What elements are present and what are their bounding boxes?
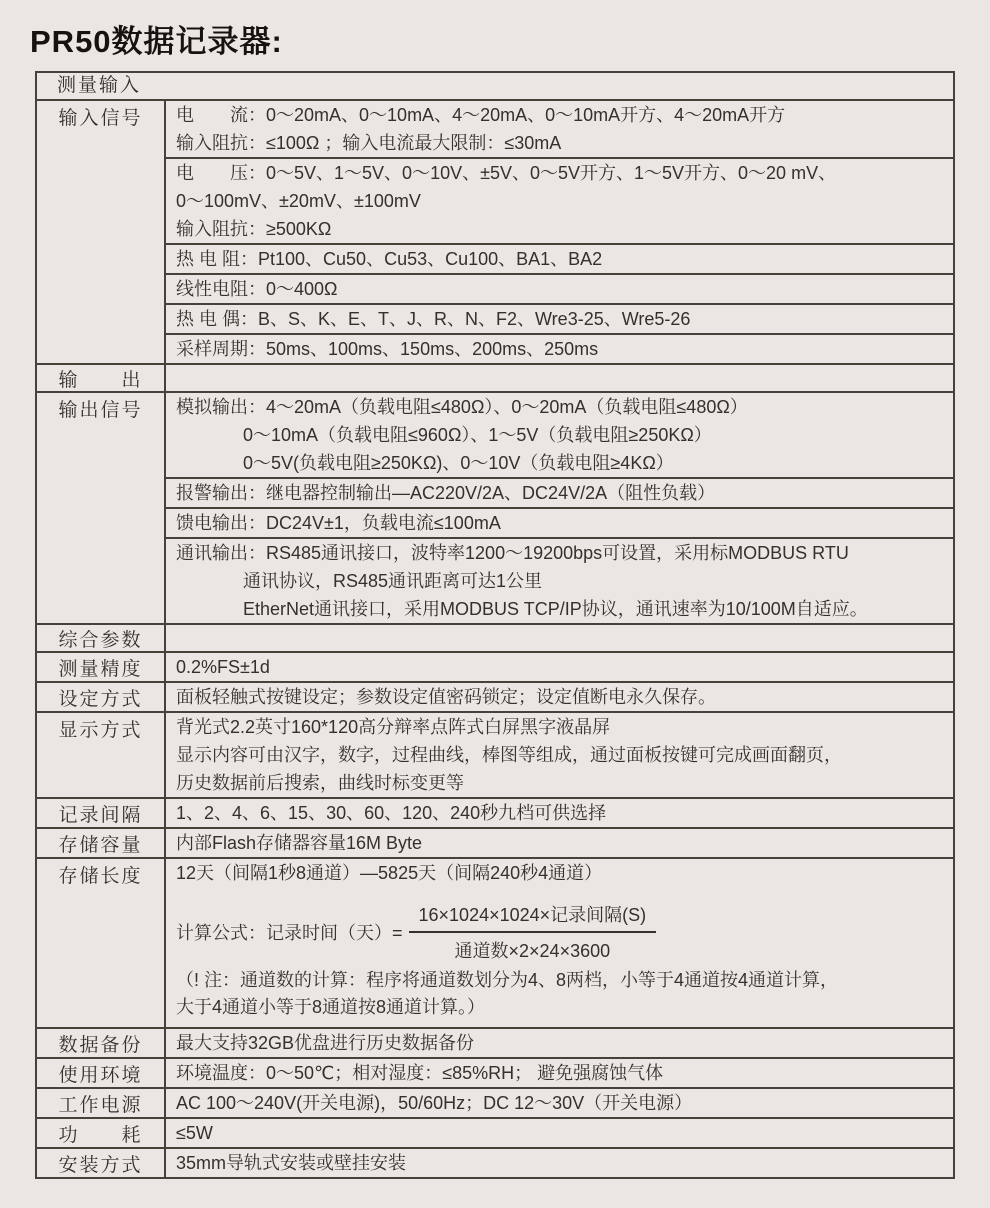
spec-subrow [166, 243, 953, 273]
spec-line: 0.2%FS±1d [176, 657, 270, 677]
spec-line: 采样周期：50ms、100ms、150ms、200ms、250ms [176, 339, 599, 359]
spec-subrow [166, 477, 953, 507]
spec-line: ≤5W [176, 1123, 213, 1143]
spec-row [37, 827, 953, 857]
row-label: 工作电源 [37, 1089, 166, 1117]
spec-line: 热 电 偶：B、S、K、E、T、J、R、N、F2、Wre3-25、Wre5-26 [176, 309, 691, 329]
spec-subrow [166, 333, 953, 363]
row-label: 测量输入 [57, 75, 142, 96]
spec-row [37, 391, 953, 623]
spec-table [35, 71, 955, 1179]
spec-row [37, 711, 953, 797]
spec-subrow [166, 537, 953, 623]
row-content [166, 393, 953, 623]
spec-row-section [37, 623, 953, 651]
row-label: 输入信号 [37, 101, 166, 363]
row-content [166, 1089, 953, 1117]
formula-denominator: 通道数×2×24×3600 [454, 941, 611, 961]
row-label: 存储长度 [37, 859, 166, 1027]
spec-row [37, 797, 953, 827]
row-content [166, 713, 953, 797]
formula-prefix: 计算公式：记录时间（天）= [176, 923, 403, 943]
formula-numerator: 16×1024×1024×记录间隔(S) [409, 901, 657, 933]
spec-line: 环境温度：0～50℃；相对湿度：≤85%RH； 避免强腐蚀气体 [176, 1063, 664, 1083]
spec-line: EtherNet通讯接口，采用MODBUS TCP/IP协议，通讯速率为10/100M自适应。 [243, 599, 868, 619]
row-label: 综合参数 [37, 625, 166, 651]
storage-note [166, 967, 953, 1021]
spec-row [37, 1057, 953, 1087]
spec-line: （! 注：通道数的计算：程序将通道数划分为4、8两档，小等于4通道按4通道计算， [176, 970, 839, 990]
spec-row-section [37, 363, 953, 391]
spec-subrow [166, 303, 953, 333]
row-content [166, 683, 953, 711]
spec-line: 0～100mV、±20mV、±100mV [176, 191, 421, 211]
spec-line: 通讯输出：RS485通讯接口，波特率1200～19200bps可设置，采用标MODBUS RTU [176, 543, 849, 563]
spec-row [37, 99, 953, 363]
row-label: 输出信号 [37, 393, 166, 623]
spec-line: 大于4通道小等于8通道按8通道计算。） [176, 997, 486, 1017]
row-label: 数据备份 [37, 1029, 166, 1057]
spec-row-section [37, 73, 953, 99]
spec-line: 最大支持32GB优盘进行历史数据备份 [176, 1033, 475, 1053]
spec-line: 35mm导轨式安装或壁挂安装 [176, 1153, 407, 1173]
row-label: 显示方式 [37, 713, 166, 797]
row-label: 设定方式 [37, 683, 166, 711]
spec-row [37, 681, 953, 711]
row-content [166, 859, 953, 1027]
spec-line: 输入阻抗：≤100Ω ；输入电流最大限制：≤30mA [176, 133, 562, 153]
row-content [166, 829, 953, 857]
row-content [166, 653, 953, 681]
spec-line: 0～5V(负载电阻≥250KΩ)、0～10V（负载电阻≥4KΩ） [243, 453, 674, 473]
row-label: 安装方式 [37, 1149, 166, 1177]
spec-line: 输入阻抗：≥500KΩ [176, 219, 332, 239]
spec-row [37, 857, 953, 1027]
spec-line: AC 100～240V(开关电源)，50/60Hz；DC 12～30V（开关电源） [176, 1093, 693, 1113]
row-label: 记录间隔 [37, 799, 166, 827]
spec-line: 报警输出：继电器控制输出—AC220V/2A、DC24V/2A（阻性负载） [176, 483, 716, 503]
spec-line: 历史数据前后搜索，曲线时标变更等 [176, 773, 464, 793]
spec-line: 线性电阻：0～400Ω [176, 279, 338, 299]
spec-row [37, 1027, 953, 1057]
row-label: 测量精度 [37, 653, 166, 681]
row-content [166, 365, 953, 391]
spec-subrow [166, 157, 953, 243]
row-content [166, 1119, 953, 1147]
storage-formula [166, 901, 953, 963]
formula-fraction [409, 901, 657, 963]
spec-line: 热 电 阻：Pt100、Cu50、Cu53、Cu100、BA1、BA2 [176, 249, 603, 269]
row-label: 存储容量 [37, 829, 166, 857]
spec-subrow [166, 101, 953, 157]
row-content [166, 1029, 953, 1057]
spec-line: 内部Flash存储器容量16M Byte [176, 833, 423, 853]
spec-line: 0～10mA（负载电阻≤960Ω）、1～5V（负载电阻≥250KΩ） [243, 425, 712, 445]
spec-row [37, 1147, 953, 1177]
spec-subrow [166, 393, 953, 477]
spec-line: 馈电输出：DC24V±1，负载电流≤100mA [176, 513, 501, 533]
spec-row [37, 651, 953, 681]
spec-line: 模拟输出：4～20mA（负载电阻≤480Ω）、0～20mA（负载电阻≤480Ω） [176, 397, 748, 417]
page-title: PR50数据记录器: [30, 24, 283, 59]
row-content [166, 625, 953, 651]
spec-line: 通讯协议，RS485通讯距离可达1公里 [243, 571, 543, 591]
row-label: 输 出 [37, 365, 166, 391]
spec-row [37, 1117, 953, 1147]
row-label: 功 耗 [37, 1119, 166, 1147]
spec-line: 背光式2.2英寸160*120高分辩率点阵式白屏黑字液晶屏 [176, 717, 611, 737]
spec-line: 1、2、4、6、15、30、60、120、240秒九档可供选择 [176, 803, 607, 823]
spec-subrow [166, 507, 953, 537]
spec-row [37, 1087, 953, 1117]
spec-subrow [166, 273, 953, 303]
row-content [166, 1149, 953, 1177]
row-content [166, 101, 953, 363]
storage-range-text: 12天（间隔1秒8通道）—5825天（间隔240秒4通道） [176, 863, 603, 883]
spec-line: 电 流：0～20mA、0～10mA、4～20mA、0～10mA开方、4～20mA开方 [176, 105, 786, 125]
row-content [166, 1059, 953, 1087]
spec-line: 电 压：0～5V、1～5V、0～10V、±5V、0～5V开方、1～5V开方、0～20 mV、 [176, 163, 837, 183]
row-label: 使用环境 [37, 1059, 166, 1087]
row-content [166, 799, 953, 827]
spec-line: 显示内容可由汉字，数字，过程曲线，棒图等组成，通过面板按键可完成画面翻页， [176, 745, 842, 765]
spec-line: 面板轻触式按键设定；参数设定值密码锁定；设定值断电永久保存。 [176, 687, 716, 707]
